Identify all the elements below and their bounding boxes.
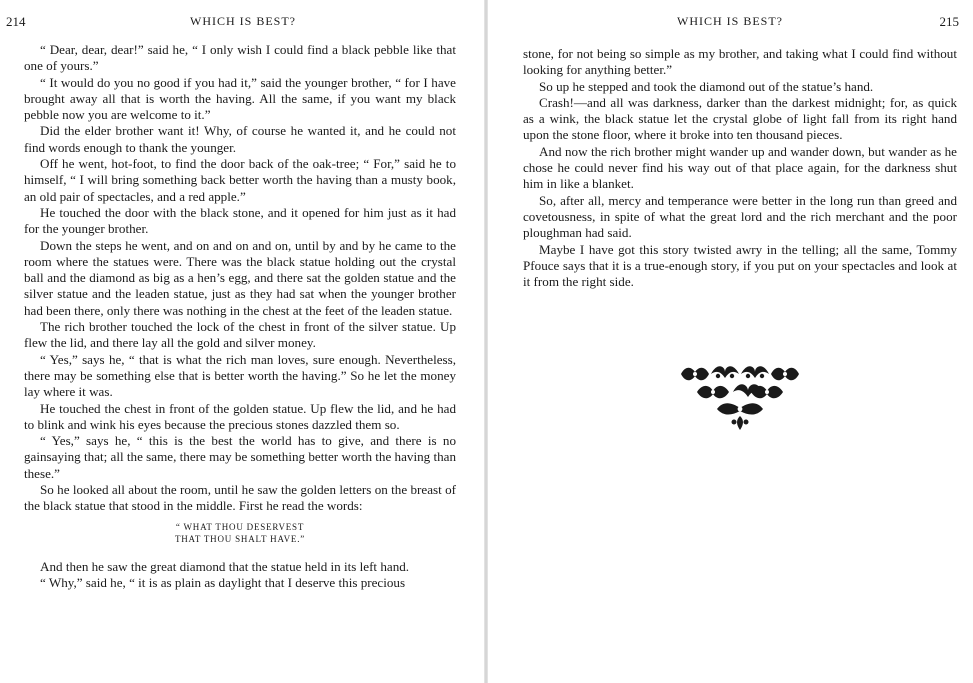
paragraph: “ Yes,” says he, “ that is what the rich man loves, sure enough. Nevertheless, there may be something else that is better worth the having.” So he let the money lay where it was.	[24, 351, 456, 400]
paragraph: So up he stepped and took the diamond out of the statue’s hand.	[539, 78, 874, 94]
running-head: WHICH IS BEST?	[677, 14, 783, 28]
paragraph: stone, for not being so simple as my brother, and taking what I could find without looking for anything better.”	[523, 46, 957, 78]
right-page-header	[487, 14, 973, 28]
paragraph: The rich brother touched the lock of the chest in front of the silver statue. Up flew the lid, and there lay all the gold and silver money.	[24, 319, 456, 351]
left-page	[0, 0, 486, 683]
statue-inscription	[24, 521, 456, 545]
paragraph: “ Why,” said he, “ it is as plain as daylight that I deserve this precious	[40, 574, 406, 590]
page-number: 214	[6, 14, 26, 29]
right-page	[487, 0, 973, 683]
paragraph: Did the elder brother want it! Why, of course he wanted it, and he could not find words enough to thank the younger.	[24, 123, 456, 155]
paragraph: He touched the door with the black stone, and it opened for him just as it had for the younger brother.	[24, 204, 456, 237]
paragraph: Maybe I have got this story twisted awry in the telling; all the same, Tommy Pfouce says that it is a true-enough story, if you put on your spectacles and look at it from the right side.	[523, 241, 957, 290]
paragraph: And then he saw the great diamond that the statue held in its left hand.	[40, 558, 410, 574]
paragraph: “ Dear, dear, dear!” said he, “ I only wish I could find a black pebble like that one of yours.”	[24, 42, 456, 74]
paragraph: “ Yes,” says he, “ this is the best the world has to give, and there is no gainsaying that; all the same, there may be something better worth the having than these.”	[24, 433, 456, 481]
paragraph: And now the rich brother might wander up and wander down, but wander as he chose he could never find his way out of that place again, for the darkness shut him in like a blanket.	[523, 143, 957, 192]
paragraph: Crash!—and all was darkness, darker than the darkest midnight; for, as quick as a wink, the black statue let the crystal globe of light fall from its right hand upon the stone floor, where it broke into ten thousand pieces.	[523, 94, 957, 143]
right-page-body	[523, 46, 957, 290]
fleuron-tailpiece-icon	[677, 362, 803, 432]
left-page-header	[0, 14, 486, 28]
paragraph: “ It would do you no good if you had it,” said the younger brother, “ for I have brought away all that is worth the having. All the same, if you want my black pebble now you are welcome to it.”	[24, 74, 456, 123]
left-page-body	[24, 42, 456, 591]
inscription-line: THAT THOU SHALT HAVE.”	[174, 533, 306, 544]
inscription-line: “ WHAT THOU DESERVEST	[175, 521, 305, 532]
paragraph: So, after all, mercy and temperance were better in the long run than greed and covetousness, in spite of what the great lord and the rich merchant and the poor ploughman had said.	[523, 192, 957, 241]
paragraph: So he looked all about the room, until he saw the golden letters on the breast of the black statue that stood in the middle. First he read the words:	[24, 482, 456, 514]
paragraph: Off he went, hot-foot, to find the door back of the oak-tree; “ For,” said he to himself, “ I will bring something back better worth the having than a musty book, an old pair of spectacles, and a red apple.”	[24, 156, 456, 204]
running-head: WHICH IS BEST?	[190, 14, 296, 28]
page-number: 215	[939, 14, 959, 29]
paragraph: Down the steps he went, and on and on and on, until by and by he came to the room where the statues were. There was the black statue holding out the crystal ball and the diamond as big as a hen’s egg, and there sat the golden statue and the silver statue and the leaden statue, just as they had sat when the younger brother had been there, only there was nothing in the chest at the feet of the leaden statue.	[24, 237, 456, 318]
paragraph: He touched the chest in front of the golden statue. Up flew the lid, and he had to blink and wink his eyes because the precious stones dazzled them so.	[24, 400, 456, 432]
